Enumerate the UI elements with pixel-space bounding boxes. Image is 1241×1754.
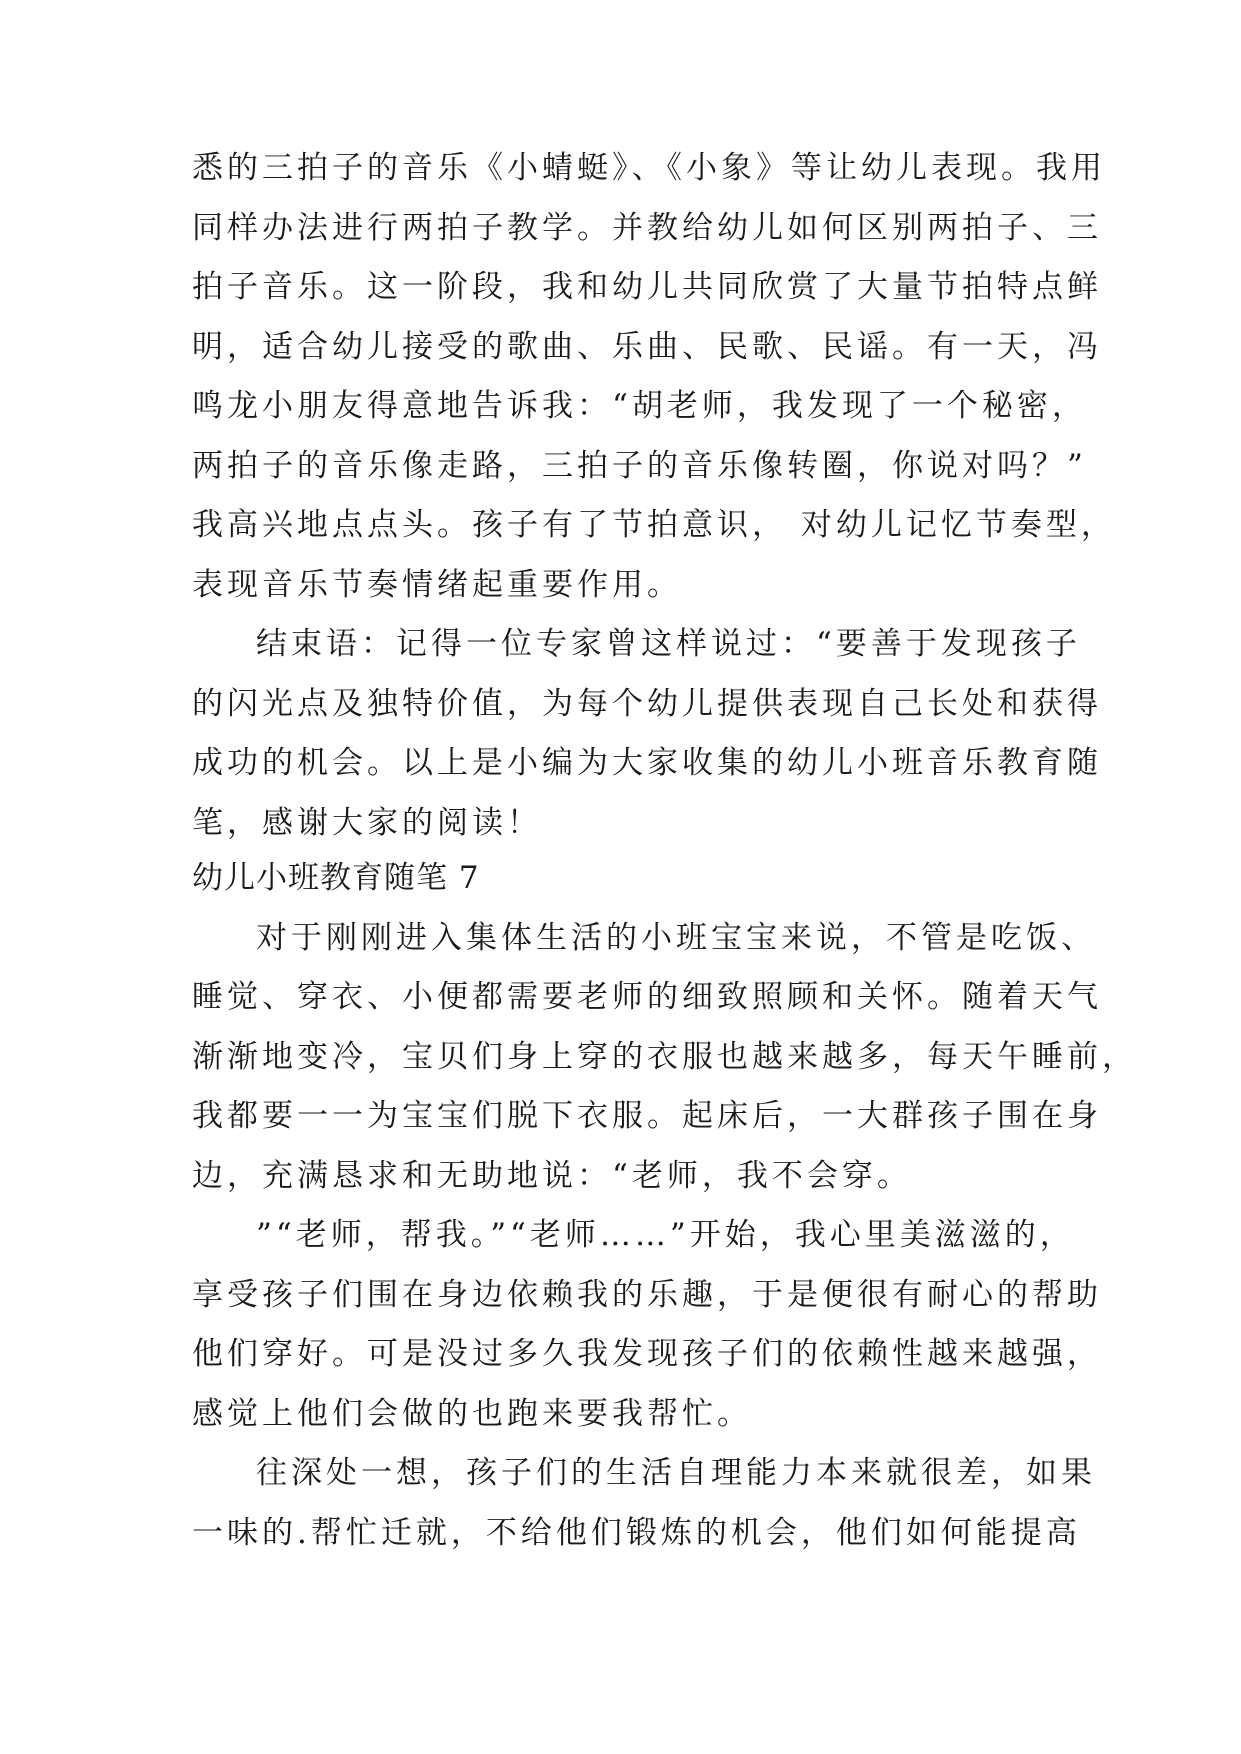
paragraph-line: 我都要一一为宝宝们脱下衣服。起床后，一大群孩子围在身 (192, 1098, 1102, 1134)
paragraph-line: 两拍子的音乐像走路，三拍子的音乐像转圈，你说对吗？” (192, 448, 1087, 484)
paragraph-line: 明，适合幼儿接受的歌曲、乐曲、民歌、民谣。有一天，冯 (192, 329, 1102, 365)
paragraph-line: 笔，感谢大家的阅读！ (192, 805, 542, 841)
paragraph-line: 对于刚刚进入集体生活的小班宝宝来说，不管是吃饭、 (256, 920, 1096, 956)
paragraph-line: 同样办法进行两拍子教学。并教给幼儿如何区别两拍子、三 (192, 210, 1102, 246)
paragraph-line: 我高兴地点点头。孩子有了节拍意识， 对幼儿记忆节奏型， (192, 507, 1116, 543)
paragraph-line: 一味的.帮忙迁就，不给他们锻炼的机会，他们如何能提高 (192, 1515, 1081, 1551)
paragraph-line: 边，充满恳求和无助地说：“老师，我不会穿。 (192, 1158, 912, 1194)
paragraph-line: 鸣龙小朋友得意地告诉我：“胡老师，我发现了一个秘密， (192, 388, 1087, 424)
paragraph-line: 的闪光点及独特价值，为每个幼儿提供表现自己长处和获得 (192, 686, 1102, 722)
section-heading: 幼儿小班教育随笔 7 (192, 860, 480, 896)
paragraph-line: 往深处一想，孩子们的生活自理能力本来就很差，如果 (256, 1455, 1096, 1491)
paragraph-line: ”“老师，帮我。”“老师……”开始，我心里美滋滋的， (256, 1217, 1075, 1253)
paragraph-line: 表现音乐节奏情绪起重要作用。 (192, 567, 682, 603)
paragraph-line: 感觉上他们会做的也跑来要我帮忙。 (192, 1396, 752, 1432)
paragraph-line: 成功的机会。以上是小编为大家收集的幼儿小班音乐教育随 (192, 745, 1102, 781)
paragraph-line: 他们穿好。可是没过多久我发现孩子们的依赖性越来越强， (192, 1336, 1102, 1372)
paragraph-line: 享受孩子们围在身边依赖我的乐趣，于是便很有耐心的帮助 (192, 1277, 1102, 1313)
paragraph-line: 结束语：记得一位专家曾这样说过：“要善于发现孩子 (256, 626, 1081, 662)
paragraph-line: 拍子音乐。这一阶段，我和幼儿共同欣赏了大量节拍特点鲜 (192, 269, 1102, 305)
paragraph-line: 悉的三拍子的音乐《小蜻蜓》、《小象》等让幼儿表现。我用 (192, 150, 1106, 186)
paragraph-line: 睡觉、穿衣、小便都需要老师的细致照顾和关怀。随着天气 (192, 979, 1102, 1015)
paragraph-line: 渐渐地变冷，宝贝们身上穿的衣服也越来越多，每天午睡前， (192, 1039, 1137, 1075)
